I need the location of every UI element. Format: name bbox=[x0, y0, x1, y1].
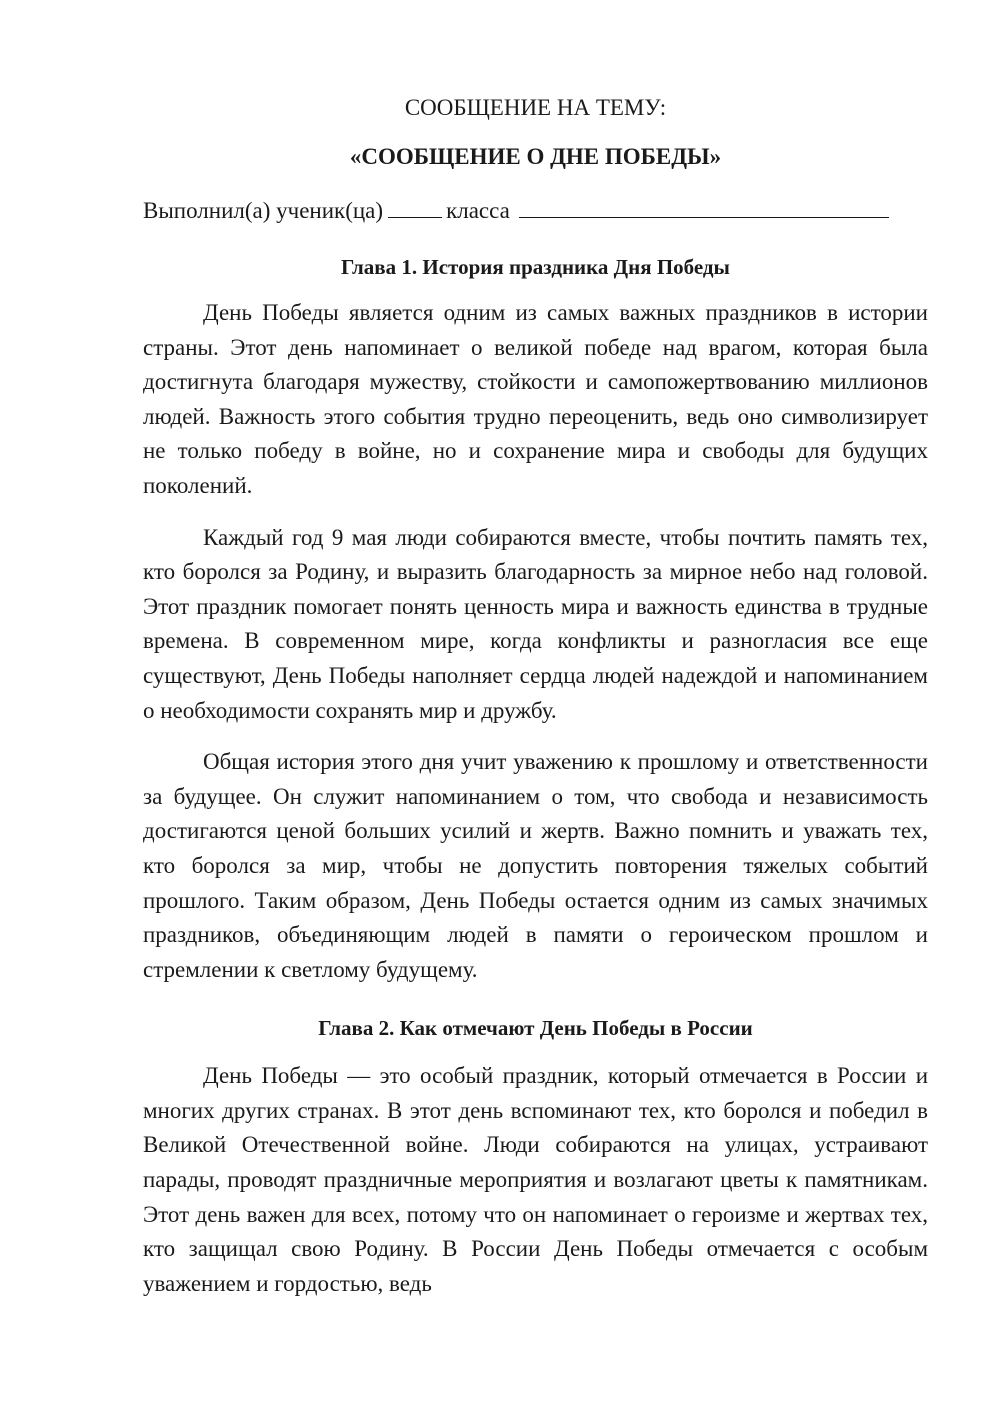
document-page bbox=[143, 92, 928, 1318]
grade-blank bbox=[388, 195, 442, 218]
chapter-1-paragraph: День Победы является одним из самых важных праздников в истории страны. Этот день напоминает о великой победе над врагом, которая была достигнута благодаря мужеству, стойкости и самопожертвованию миллионов людей. Важность этого события трудно переоценить, ведь оно символизирует не только победу в войне, но и сохранение мира и свободы для будущих поколений. bbox=[143, 300, 928, 498]
chapter-2-title: Глава 2. Как отмечают День Победы в России bbox=[318, 1016, 753, 1041]
chapter-1-paragraph: Каждый год 9 мая люди собираются вместе, чтобы почтить память тех, кто боролся за Родину, и выразить благодарность за мирное небо над головой. Этот праздник помогает понять ценность мира и важность единства в трудные времена. В современном мире, когда конфликты и разногласия все еще существуют, День Победы наполняет сердца людей надеждой и напоминанием о необходимости сохранять мир и дружбу. bbox=[143, 524, 928, 723]
document-heading: СООБЩЕНИЕ НА ТЕМУ: bbox=[404, 95, 667, 120]
student-label: Выполнил(а) ученик(ца) bbox=[143, 198, 384, 223]
chapter-1-paragraph: Общая история этого дня учит уважению к прошлому и ответственности за будущее. Он служит напоминанием о том, что свобода и независимость достигаются ценой больших усилий и жертв. Важно помнить и уважать тех, кто боролся за мир, чтобы не допустить повторения тяжелых событий прошлого. Таким образом, День Победы остается одним из самых значимых праздников, объединяющим людей в памяти о героическом прошлом и стремлении к светлому будущему. bbox=[143, 749, 928, 982]
student-info-line bbox=[143, 195, 928, 227]
document-title: «СООБЩЕНИЕ О ДНЕ ПОБЕДЫ» bbox=[349, 144, 722, 169]
chapter-2-paragraph: День Победы — это особый праздник, который отмечается в России и многих других странах. В этот день вспоминают тех, кто боролся и победил в Великой Отечественной войне. Люди собираются на улицах, устраивают парады, проводят праздничные мероприятия и возлагают цветы к памятникам. Этот день важен для всех, потому что он напоминает о героизме и жертвах тех, кто защищал свою Родину. В России День Победы отмечается с особым уважением и гордостью, ведь bbox=[143, 1063, 928, 1296]
class-label: класса bbox=[446, 198, 510, 223]
chapter-1-title: Глава 1. История праздника Дня Победы bbox=[341, 255, 730, 279]
class-blank bbox=[519, 195, 889, 218]
